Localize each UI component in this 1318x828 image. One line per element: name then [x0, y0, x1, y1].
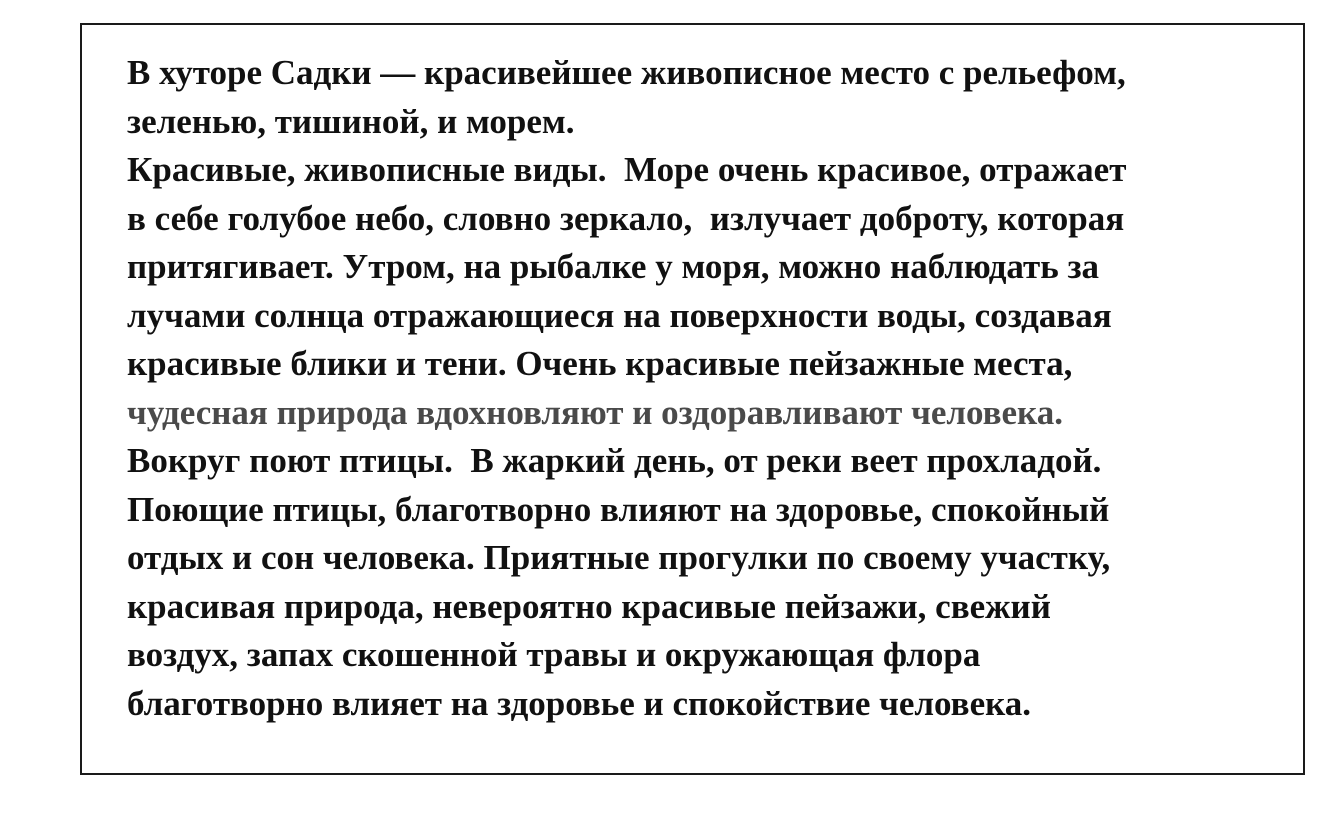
text-line-8: чудесная природа вдохновляют и оздоравливают человека. [127, 392, 1063, 432]
text-line-6: лучами солнца отражающиеся на поверхности воды, создавая [127, 295, 1112, 335]
text-line-9: Вокруг поют птицы. В жаркий день, от реки веет прохладой. [127, 441, 1102, 480]
text-line-5: притягивает. Утром, на рыбалке у моря, можно наблюдать за [127, 247, 1100, 286]
text-line-2: зеленью, тишиной, и морем. [127, 101, 575, 141]
paragraph [127, 49, 1126, 728]
text-line-7: красивые блики и тени. Очень красивые пейзажные места, [127, 344, 1073, 383]
text-line-3: Красивые, живописные виды. Море очень красивое, отражает [127, 150, 1127, 189]
text-line-11: отдых и сон человека. Приятные прогулки по своему участку, [127, 538, 1111, 577]
text-line-13: воздух, запах скошенной травы и окружающая флора [127, 635, 981, 674]
text-line-12: красивая природа, невероятно красивые пейзажи, свежий [127, 586, 1051, 626]
text-box [80, 23, 1305, 775]
text-line-10: Поющие птицы, благотворно влияют на здоровье, спокойный [127, 489, 1110, 529]
text-line-4: в себе голубое небо, словно зеркало, излучает доброту, которая [127, 198, 1125, 238]
text-line-14: благотворно влияет на здоровье и спокойствие человека. [127, 683, 1031, 723]
text-line-1: В хуторе Садки — красивейшее живописное место с рельефом, [127, 53, 1126, 92]
